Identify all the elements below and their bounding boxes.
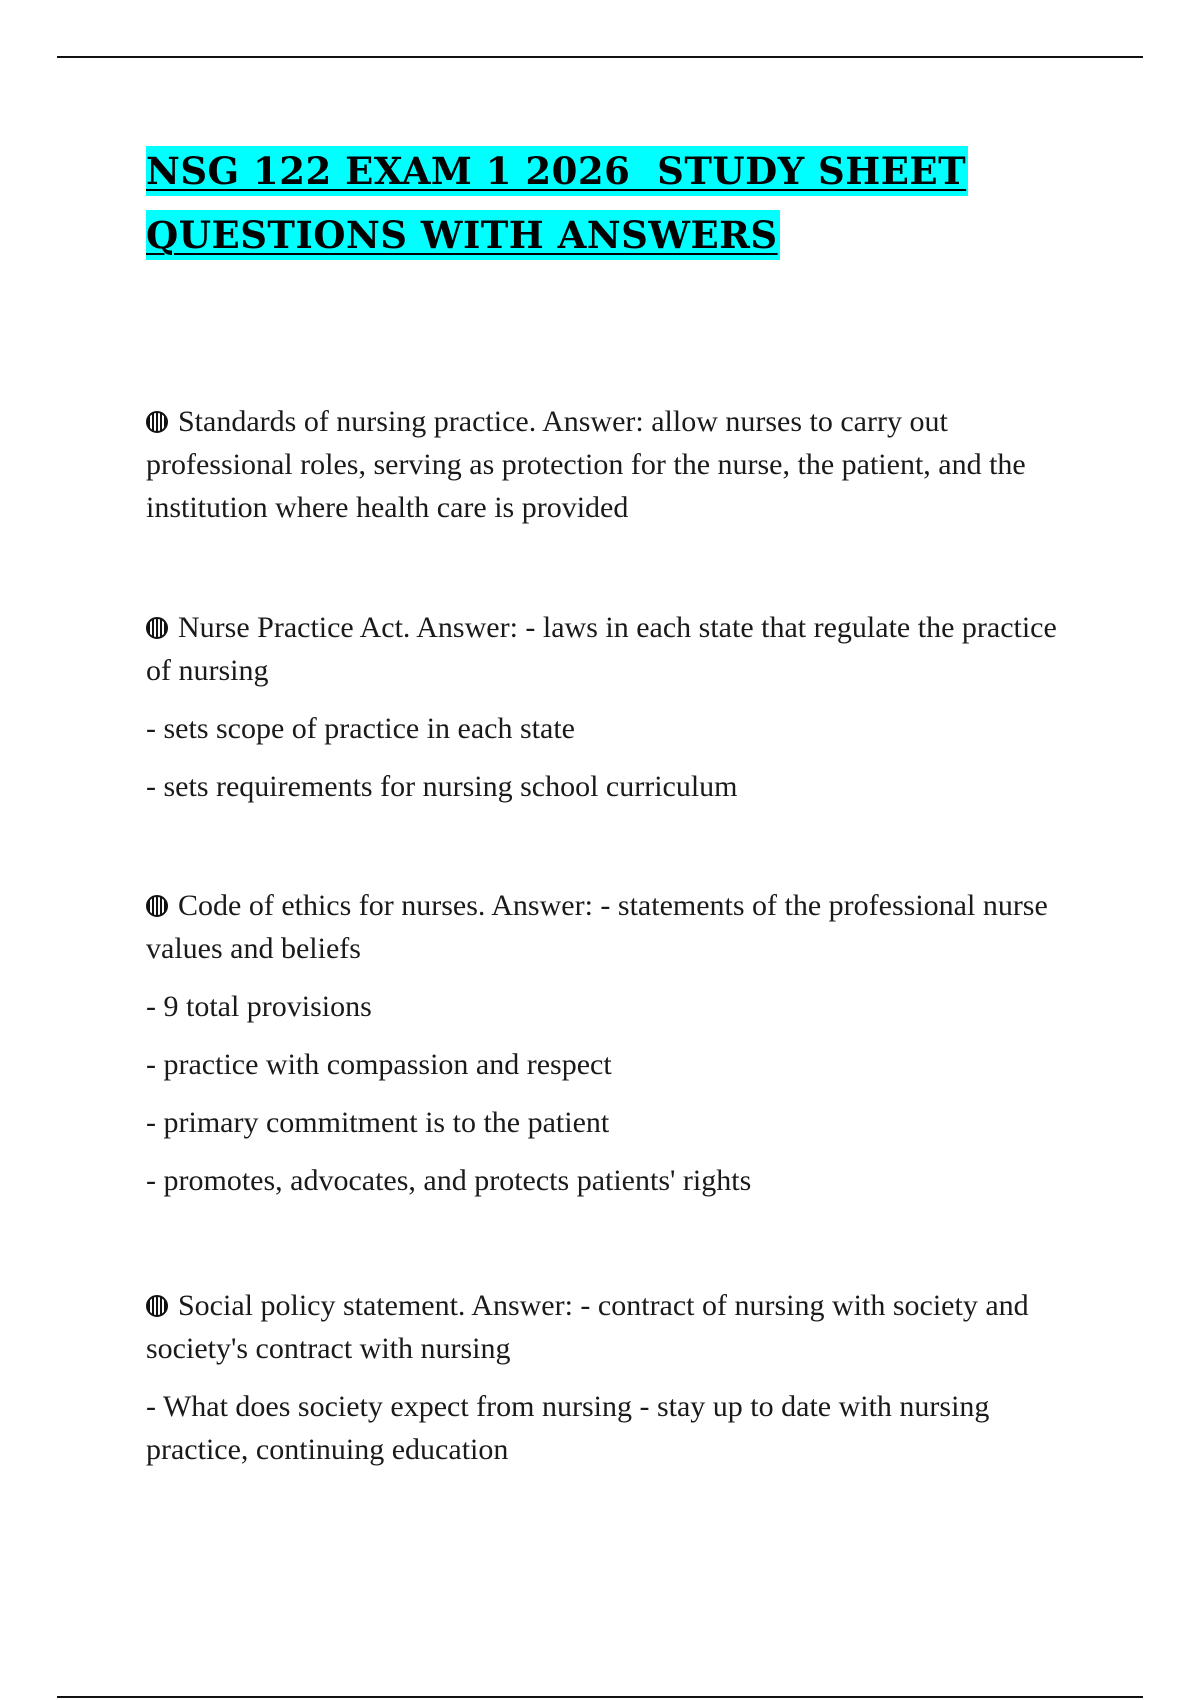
qa-subpoint: - sets requirements for nursing school curriculum — [146, 770, 738, 803]
qa-text: Social policy statement. Answer: - contract of nursing with society and society's contract with nursing — [146, 1289, 1029, 1365]
qa-item-social-policy — [146, 1284, 1076, 1471]
qa-subpoint: - practice with compassion and respect — [146, 1048, 612, 1081]
title-line-2: QUESTIONS WITH ANSWERS — [146, 210, 780, 260]
qa-subpoint: - sets scope of practice in each state — [146, 712, 575, 745]
bullet-icon — [146, 1295, 168, 1317]
qa-text: Standards of nursing practice. Answer: allow nurses to carry out professional roles, serving as protection for the nurse, the patient, and the institution where health care is provided — [146, 405, 1026, 524]
bullet-icon — [146, 895, 168, 917]
top-rule — [57, 56, 1143, 58]
qa-text: Nurse Practice Act. Answer: - laws in each state that regulate the practice of nursing — [146, 611, 1057, 687]
document-title — [146, 146, 1086, 274]
qa-question-answer — [146, 606, 1076, 692]
qa-text: Code of ethics for nurses. Answer: - statements of the professional nurse values and beliefs — [146, 889, 1048, 965]
qa-question-answer — [146, 400, 1076, 529]
bullet-icon — [146, 617, 168, 639]
qa-subpoint: - promotes, advocates, and protects patients' rights — [146, 1164, 752, 1197]
qa-question-answer — [146, 884, 1076, 970]
qa-item-code-of-ethics — [146, 884, 1076, 1202]
qa-question-answer — [146, 1284, 1076, 1370]
qa-subpoint: - What does society expect from nursing - stay up to date with nursing practice, continuing education — [146, 1390, 990, 1466]
qa-subpoint: - 9 total provisions — [146, 990, 372, 1023]
title-line-1: NSG 122 EXAM 1 2026 STUDY SHEET — [146, 146, 968, 196]
qa-item-nurse-practice-act — [146, 606, 1076, 808]
bullet-icon — [146, 411, 168, 433]
qa-item-standards — [146, 400, 1076, 529]
bottom-rule — [57, 1696, 1143, 1698]
qa-subpoint: - primary commitment is to the patient — [146, 1106, 610, 1139]
